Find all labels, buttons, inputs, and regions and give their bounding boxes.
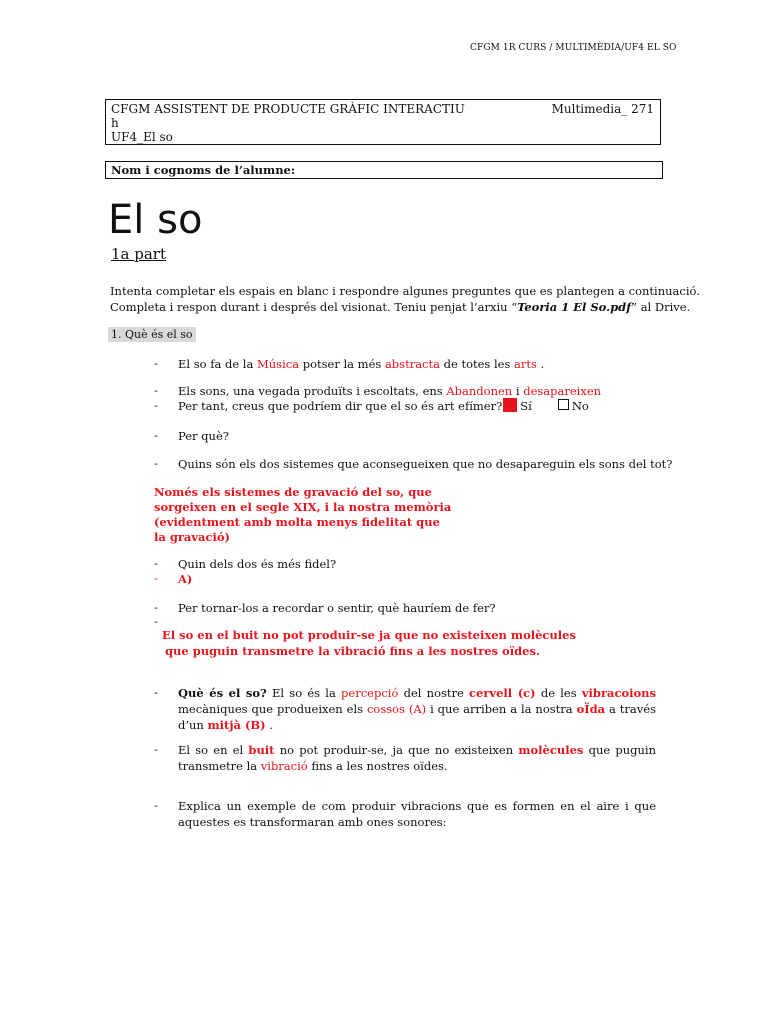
page-title: El so <box>108 197 203 243</box>
list-item: Per tornar-los a recordar o sentir, què hauríem de fer? <box>178 601 496 615</box>
course-line-h: h <box>111 116 119 130</box>
intro-paragraph <box>110 283 700 315</box>
list-item: Què és el so? El so és la percepció del nostre cervell (c) de les vibracoions mecàniques que produeixen els cossos (A) i que arriben a la nostra oÏda a través d’un mitjà (B) . <box>178 686 657 732</box>
bullet-dash: - <box>154 556 158 570</box>
unit-name: UF4_El so <box>111 130 173 144</box>
checked-box-icon[interactable] <box>503 398 517 412</box>
list-item: Explica un exemple de com produir vibracions que es formen en el aire i que aquestes es transformaran amb ones sonores: <box>178 799 656 829</box>
section-heading: 1. Què és el so <box>108 327 196 342</box>
bullet-dash: - <box>154 356 158 370</box>
intro-line-1: Intenta completar els espais en blanc i respondre algunes preguntes que es plantegen a continuació. <box>110 284 700 298</box>
list-item: Quins són els dos sistemes que aconsegueixen que no desapareguin els sons del tot? <box>178 457 673 471</box>
bullet-dash: - <box>154 685 158 699</box>
list-item: Els sons, una vegada produïts i escoltats, ens Abandonen i desapareixen <box>178 384 602 398</box>
file-name: Teoria 1 El So.pdf <box>517 300 632 314</box>
bullet-dash: - <box>154 383 158 397</box>
answer-word: A) <box>178 572 193 586</box>
student-name-box <box>105 161 663 179</box>
answer-word: Abandonen <box>446 384 513 398</box>
bullet-dash: - <box>154 456 158 470</box>
bullet-dash: - <box>154 614 158 628</box>
bullet-dash: - <box>154 600 158 614</box>
course-info-box <box>105 99 661 145</box>
bullet-dash: - <box>154 571 158 585</box>
list-item: Per tant, creus que podríem dir que el so és art efímer? Sí No <box>178 399 589 413</box>
student-name-label: Nom i cognoms de l’alumne: <box>111 163 296 177</box>
answer-word: arts <box>514 357 537 371</box>
answer-word: abstracta <box>384 357 440 371</box>
no-option: No <box>571 399 589 413</box>
yes-option: Sí <box>520 399 532 413</box>
bullet-dash: - <box>154 798 158 812</box>
answer-word: desapareixen <box>523 384 602 398</box>
question-label: Què és el so? <box>178 686 267 700</box>
checkbox-icon[interactable] <box>558 399 569 410</box>
answer-block: El so en el buit no pot produir-se ja que no existeixen molècules que puguin transmetre la vibració fins a les nostres oïdes. <box>162 628 576 658</box>
page-subtitle: 1a part <box>111 245 166 263</box>
bullet-dash: - <box>154 742 158 756</box>
page-header: CFGM 1R CURS / MULTIMÈDIA/UF4 EL SO <box>470 43 677 53</box>
list-item: El so fa de la Música potser la més abstracta de totes les arts . <box>178 357 545 371</box>
answer-block: Només els sistemes de gravació del so, que sorgeixen en el segle XIX, i la nostra memòria (evidentment amb molta menys fidelitat que la gravació) <box>154 485 452 544</box>
bullet-dash: - <box>154 428 158 442</box>
list-item: Per què? <box>178 429 229 443</box>
list-item: Quin dels dos és més fidel? <box>178 557 337 571</box>
answer-word: Música <box>257 357 300 371</box>
intro-line-2: Completa i respon durant i després del visionat. Teniu penjat l’arxiu “Teoria 1 El So.pdf” al Drive. <box>110 300 691 314</box>
course-name: CFGM ASSISTENT DE PRODUCTE GRÀFIC INTERACTIU <box>111 102 465 116</box>
list-item: El so en el buit no pot produir-se, ja que no existeixen molècules que puguin transmetre la vibració fins a les nostres oïdes. <box>178 743 656 773</box>
bullet-dash: - <box>154 398 158 412</box>
course-code: Multimedia_ 271 <box>551 102 654 116</box>
